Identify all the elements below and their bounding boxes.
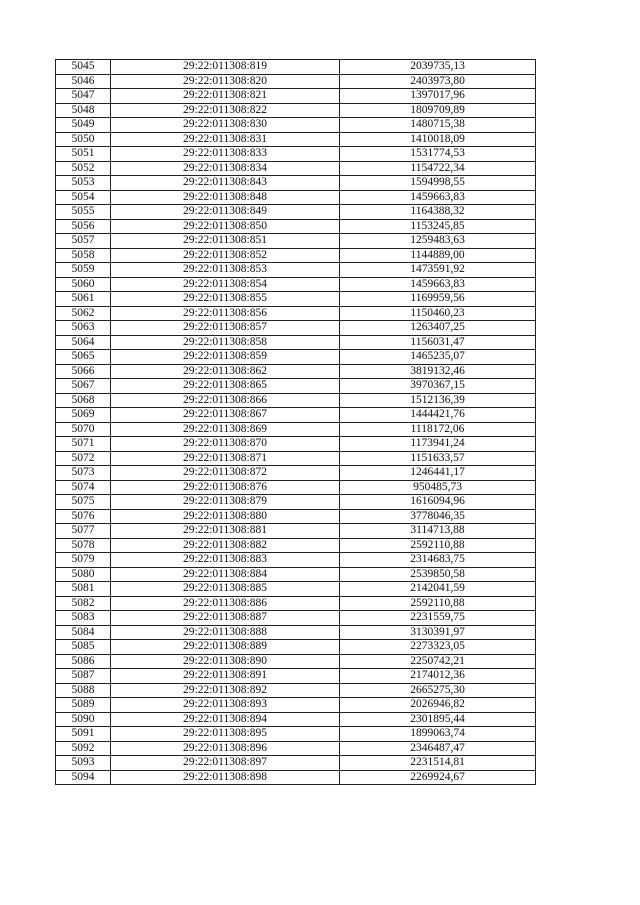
cadastral-number-cell: 29:22:011308:876 [111, 480, 340, 495]
value-cell: 1512136,39 [340, 393, 536, 408]
table-row [56, 248, 536, 263]
value-cell: 1459663,83 [340, 277, 536, 292]
row-number-cell: 5087 [56, 669, 111, 684]
cadastral-number-cell: 29:22:011308:879 [111, 495, 340, 510]
value-cell: 1459663,83 [340, 190, 536, 205]
cadastral-number-cell: 29:22:011308:894 [111, 712, 340, 727]
value-cell: 3130391,97 [340, 625, 536, 640]
row-number-cell: 5055 [56, 205, 111, 220]
value-cell: 2174012,36 [340, 669, 536, 684]
row-number-cell: 5079 [56, 553, 111, 568]
table-row [56, 451, 536, 466]
cadastral-number-cell: 29:22:011308:857 [111, 321, 340, 336]
table-row [56, 582, 536, 597]
table-row [56, 480, 536, 495]
cadastral-number-cell: 29:22:011308:831 [111, 132, 340, 147]
table-row [56, 147, 536, 162]
value-cell: 3778046,35 [340, 509, 536, 524]
table-row [56, 408, 536, 423]
cadastral-number-cell: 29:22:011308:898 [111, 770, 340, 785]
value-cell: 2665275,30 [340, 683, 536, 698]
row-number-cell: 5064 [56, 335, 111, 350]
value-cell: 950485,73 [340, 480, 536, 495]
row-number-cell: 5092 [56, 741, 111, 756]
value-cell: 1473591,92 [340, 263, 536, 278]
row-number-cell: 5075 [56, 495, 111, 510]
cadastral-number-cell: 29:22:011308:897 [111, 756, 340, 771]
table-row [56, 335, 536, 350]
cadastral-number-cell: 29:22:011308:895 [111, 727, 340, 742]
row-number-cell: 5050 [56, 132, 111, 147]
cadastral-number-cell: 29:22:011308:852 [111, 248, 340, 263]
table-row [56, 219, 536, 234]
table-row [56, 625, 536, 640]
value-cell: 1809709,89 [340, 103, 536, 118]
value-cell: 2269924,67 [340, 770, 536, 785]
cadastral-number-cell: 29:22:011308:858 [111, 335, 340, 350]
row-number-cell: 5065 [56, 350, 111, 365]
value-cell: 1465235,07 [340, 350, 536, 365]
row-number-cell: 5053 [56, 176, 111, 191]
table-row [56, 176, 536, 191]
value-cell: 1259483,63 [340, 234, 536, 249]
cadastral-number-cell: 29:22:011308:884 [111, 567, 340, 582]
value-cell: 1150460,23 [340, 306, 536, 321]
value-cell: 1151633,57 [340, 451, 536, 466]
value-cell: 2314683,75 [340, 553, 536, 568]
row-number-cell: 5048 [56, 103, 111, 118]
table-row [56, 74, 536, 89]
value-cell: 1154722,34 [340, 161, 536, 176]
table-row [56, 466, 536, 481]
cadastral-number-cell: 29:22:011308:856 [111, 306, 340, 321]
table-row [56, 364, 536, 379]
value-cell: 1480715,38 [340, 118, 536, 133]
cadastral-number-cell: 29:22:011308:819 [111, 60, 340, 75]
row-number-cell: 5060 [56, 277, 111, 292]
table-row [56, 205, 536, 220]
row-number-cell: 5088 [56, 683, 111, 698]
table-row [56, 770, 536, 785]
table-row [56, 654, 536, 669]
value-cell: 1616094,96 [340, 495, 536, 510]
cadastral-number-cell: 29:22:011308:891 [111, 669, 340, 684]
cadastral-number-cell: 29:22:011308:872 [111, 466, 340, 481]
value-cell: 2231514,81 [340, 756, 536, 771]
row-number-cell: 5070 [56, 422, 111, 437]
value-cell: 1397017,96 [340, 89, 536, 104]
cadastral-number-cell: 29:22:011308:890 [111, 654, 340, 669]
value-cell: 2403973,80 [340, 74, 536, 89]
row-number-cell: 5077 [56, 524, 111, 539]
row-number-cell: 5052 [56, 161, 111, 176]
table-row [56, 553, 536, 568]
row-number-cell: 5062 [56, 306, 111, 321]
value-cell: 2231559,75 [340, 611, 536, 626]
cadastral-number-cell: 29:22:011308:866 [111, 393, 340, 408]
row-number-cell: 5067 [56, 379, 111, 394]
cadastral-number-cell: 29:22:011308:867 [111, 408, 340, 423]
row-number-cell: 5090 [56, 712, 111, 727]
row-number-cell: 5078 [56, 538, 111, 553]
cadastral-number-cell: 29:22:011308:871 [111, 451, 340, 466]
value-cell: 2539850,58 [340, 567, 536, 582]
row-number-cell: 5056 [56, 219, 111, 234]
table-row [56, 190, 536, 205]
table-row [56, 60, 536, 75]
cadastral-number-cell: 29:22:011308:854 [111, 277, 340, 292]
cadastral-number-cell: 29:22:011308:896 [111, 741, 340, 756]
value-cell: 1153245,85 [340, 219, 536, 234]
row-number-cell: 5086 [56, 654, 111, 669]
value-cell: 1169959,56 [340, 292, 536, 307]
cadastral-number-cell: 29:22:011308:830 [111, 118, 340, 133]
row-number-cell: 5091 [56, 727, 111, 742]
cadastral-number-cell: 29:22:011308:851 [111, 234, 340, 249]
cadastral-number-cell: 29:22:011308:848 [111, 190, 340, 205]
cadastral-number-cell: 29:22:011308:822 [111, 103, 340, 118]
value-cell: 2592110,88 [340, 596, 536, 611]
value-cell: 1594998,55 [340, 176, 536, 191]
row-number-cell: 5066 [56, 364, 111, 379]
row-number-cell: 5051 [56, 147, 111, 162]
row-number-cell: 5058 [56, 248, 111, 263]
table-row [56, 683, 536, 698]
value-cell: 1410018,09 [340, 132, 536, 147]
cadastral-number-cell: 29:22:011308:880 [111, 509, 340, 524]
cadastral-number-cell: 29:22:011308:820 [111, 74, 340, 89]
table-row [56, 161, 536, 176]
value-cell: 3114713,88 [340, 524, 536, 539]
table-row [56, 89, 536, 104]
value-cell: 3970367,15 [340, 379, 536, 394]
cadastral-number-cell: 29:22:011308:887 [111, 611, 340, 626]
cadastral-number-cell: 29:22:011308:882 [111, 538, 340, 553]
cadastral-number-cell: 29:22:011308:888 [111, 625, 340, 640]
table-row [56, 524, 536, 539]
row-number-cell: 5082 [56, 596, 111, 611]
table-row [56, 596, 536, 611]
row-number-cell: 5094 [56, 770, 111, 785]
value-cell: 2039735,13 [340, 60, 536, 75]
value-cell: 1531774,53 [340, 147, 536, 162]
value-cell: 1164388,32 [340, 205, 536, 220]
row-number-cell: 5080 [56, 567, 111, 582]
cadastral-number-cell: 29:22:011308:855 [111, 292, 340, 307]
value-cell: 1156031,47 [340, 335, 536, 350]
cadastral-number-cell: 29:22:011308:859 [111, 350, 340, 365]
table-row [56, 132, 536, 147]
value-cell: 1118172,06 [340, 422, 536, 437]
table-row [56, 393, 536, 408]
row-number-cell: 5045 [56, 60, 111, 75]
value-cell: 3819132,46 [340, 364, 536, 379]
cadastral-number-cell: 29:22:011308:833 [111, 147, 340, 162]
table-row [56, 640, 536, 655]
table-row [56, 103, 536, 118]
table-row [56, 422, 536, 437]
table-row [56, 306, 536, 321]
value-cell: 1444421,76 [340, 408, 536, 423]
table-row [56, 669, 536, 684]
value-cell: 1144889,00 [340, 248, 536, 263]
table-row [56, 277, 536, 292]
value-cell: 2250742,21 [340, 654, 536, 669]
table-row [56, 509, 536, 524]
row-number-cell: 5059 [56, 263, 111, 278]
table-row [56, 321, 536, 336]
row-number-cell: 5076 [56, 509, 111, 524]
cadastral-number-cell: 29:22:011308:862 [111, 364, 340, 379]
value-cell: 1263407,25 [340, 321, 536, 336]
cadastral-number-cell: 29:22:011308:881 [111, 524, 340, 539]
row-number-cell: 5049 [56, 118, 111, 133]
cadastral-number-cell: 29:22:011308:850 [111, 219, 340, 234]
cadastral-number-cell: 29:22:011308:870 [111, 437, 340, 452]
row-number-cell: 5084 [56, 625, 111, 640]
row-number-cell: 5063 [56, 321, 111, 336]
row-number-cell: 5046 [56, 74, 111, 89]
table-row [56, 712, 536, 727]
value-cell: 2592110,88 [340, 538, 536, 553]
table-row [56, 538, 536, 553]
value-cell: 2026946,82 [340, 698, 536, 713]
table-row [56, 292, 536, 307]
row-number-cell: 5071 [56, 437, 111, 452]
cadastral-number-cell: 29:22:011308:892 [111, 683, 340, 698]
row-number-cell: 5093 [56, 756, 111, 771]
row-number-cell: 5072 [56, 451, 111, 466]
row-number-cell: 5068 [56, 393, 111, 408]
table-row [56, 495, 536, 510]
cadastral-number-cell: 29:22:011308:893 [111, 698, 340, 713]
row-number-cell: 5083 [56, 611, 111, 626]
row-number-cell: 5047 [56, 89, 111, 104]
table-row [56, 118, 536, 133]
table-row [56, 437, 536, 452]
row-number-cell: 5069 [56, 408, 111, 423]
row-number-cell: 5081 [56, 582, 111, 597]
cadastral-number-cell: 29:22:011308:821 [111, 89, 340, 104]
row-number-cell: 5057 [56, 234, 111, 249]
row-number-cell: 5085 [56, 640, 111, 655]
row-number-cell: 5073 [56, 466, 111, 481]
cadastral-number-cell: 29:22:011308:843 [111, 176, 340, 191]
cadastral-number-cell: 29:22:011308:834 [111, 161, 340, 176]
cadastral-number-cell: 29:22:011308:883 [111, 553, 340, 568]
table-row [56, 567, 536, 582]
table-row [56, 611, 536, 626]
table-row [56, 350, 536, 365]
cadastral-number-cell: 29:22:011308:885 [111, 582, 340, 597]
row-number-cell: 5089 [56, 698, 111, 713]
table-row [56, 741, 536, 756]
cadastral-number-cell: 29:22:011308:886 [111, 596, 340, 611]
table-row [56, 234, 536, 249]
cadastral-value-table [55, 59, 536, 785]
cadastral-number-cell: 29:22:011308:865 [111, 379, 340, 394]
cadastral-number-cell: 29:22:011308:889 [111, 640, 340, 655]
value-cell: 1246441,17 [340, 466, 536, 481]
value-cell: 1173941,24 [340, 437, 536, 452]
table-row [56, 263, 536, 278]
table-body [56, 60, 536, 785]
value-cell: 2346487,47 [340, 741, 536, 756]
table-row [56, 379, 536, 394]
cadastral-number-cell: 29:22:011308:849 [111, 205, 340, 220]
value-cell: 1899063,74 [340, 727, 536, 742]
table-row [56, 756, 536, 771]
cadastral-number-cell: 29:22:011308:869 [111, 422, 340, 437]
row-number-cell: 5054 [56, 190, 111, 205]
table-row [56, 727, 536, 742]
value-cell: 2142041,59 [340, 582, 536, 597]
value-cell: 2301895,44 [340, 712, 536, 727]
value-cell: 2273323,05 [340, 640, 536, 655]
row-number-cell: 5074 [56, 480, 111, 495]
table-row [56, 698, 536, 713]
row-number-cell: 5061 [56, 292, 111, 307]
cadastral-number-cell: 29:22:011308:853 [111, 263, 340, 278]
